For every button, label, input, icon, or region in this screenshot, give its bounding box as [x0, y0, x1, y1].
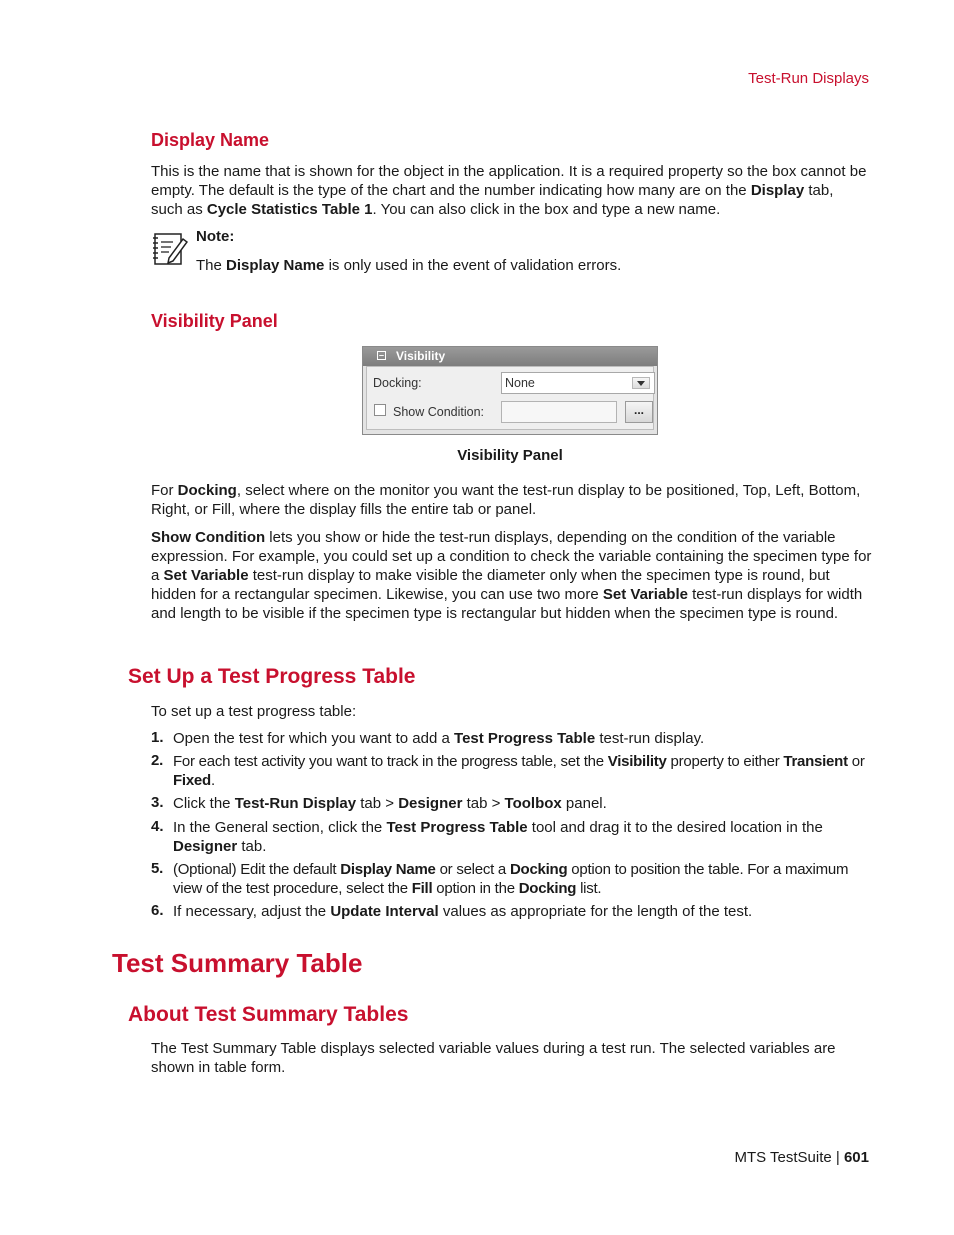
visibility-panel-title: Visibility — [396, 349, 446, 363]
docking-paragraph: For Docking, select where on the monitor you want the test-run display to be positioned, Top, Left, Bottom, Right, or Fill, where the display fills the entire tab or panel. — [151, 482, 861, 518]
display-name-heading: Display Name — [151, 130, 270, 150]
docking-label: Docking: — [373, 376, 422, 390]
progress-table-heading: Set Up a Test Progress Table — [128, 665, 416, 688]
show-condition-checkbox[interactable] — [374, 404, 386, 416]
page-footer — [734, 1149, 869, 1166]
show-condition-paragraph: Show Condition lets you show or hide the test-run displays, depending on the condition of the variable expression. For example, you could set up a condition to check the variable containing the specimen type for a Set Variable test-run display to make visible the diameter only when the specimen type is round, but hidden for a rectangular specimen. Likewise, you can use two more Set Variable test-run displays for width and length to be visible if the specimen type is rectangular but hidden when the specimen type is round. — [151, 529, 872, 622]
show-condition-ellipsis-button[interactable]: ... — [625, 401, 653, 423]
test-summary-table-heading: Test Summary Table — [112, 948, 363, 978]
figure-caption: Visibility Panel — [457, 447, 563, 464]
note-text: The Display Name is only used in the event of validation errors. — [196, 257, 622, 274]
running-header: Test-Run Displays — [748, 70, 869, 87]
docking-value: None — [505, 376, 535, 390]
progress-table-steps: 1. Open the test for which you want to add a Test Progress Table test-run display. 2. For each test activity you want to track in the progress table, set the Visibility property to either Transient or Fixed. 3. Click the Test-Run Display tab > Designer tab > Toolbox panel. 4. In the General section, click the Test Progress Table tool and drag it to the desired location in the Designer tab. 5. (Optional) Edit the default Display Name or select a Docking option to position the table. For a maximum view of the test procedure, select the Fill option in the Docking list. 6. If necessary, adjust the Update Interval values as appropriate for the length of the test. — [151, 729, 865, 920]
progress-table-intro: To set up a test progress table: — [151, 703, 357, 720]
about-test-summary-heading: About Test Summary Tables — [128, 1003, 409, 1026]
footer-product: MTS TestSuite — [734, 1149, 832, 1166]
visibility-panel-screenshot — [362, 346, 658, 435]
note-icon — [152, 230, 188, 266]
page-number: 601 — [843, 1149, 869, 1166]
show-condition-input[interactable] — [501, 401, 617, 423]
note-label: Note: — [196, 228, 235, 245]
footer-separator: | — [835, 1149, 840, 1166]
collapse-icon[interactable]: – — [378, 350, 384, 360]
visibility-panel-title-bar — [363, 347, 657, 366]
show-condition-label: Show Condition: — [393, 405, 485, 419]
about-test-summary-paragraph: The Test Summary Table displays selected variable values during a test run. The selected variables are shown in table form. — [151, 1040, 836, 1076]
visibility-panel-heading: Visibility Panel — [151, 311, 278, 331]
docking-dropdown[interactable] — [501, 372, 655, 394]
chevron-down-icon[interactable] — [632, 377, 650, 389]
display-name-paragraph: This is the name that is shown for the object in the application. It is a required property so the box cannot be empty. The default is the type of the chart and the number indicating how many are on the Display tab, such as Cycle Statistics Table 1. You can also click in the box and type a new name. — [151, 163, 867, 218]
